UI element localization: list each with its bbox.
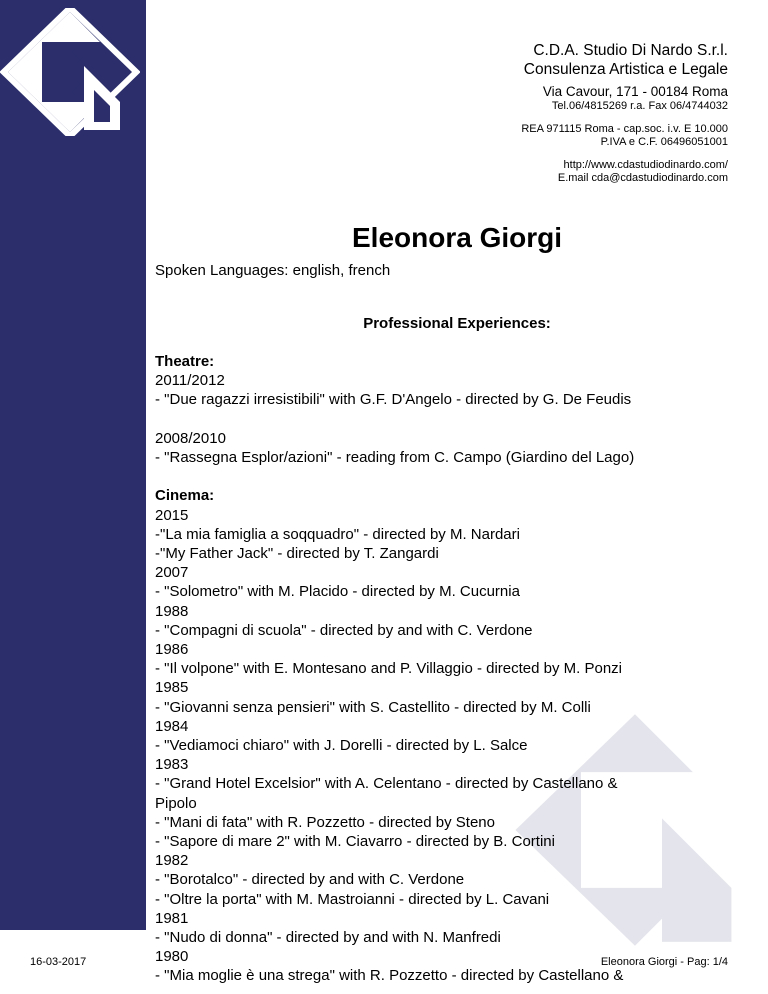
company-phone: Tel.06/4815269 r.a. Fax 06/4744032 xyxy=(551,100,728,112)
footer-page-number: Eleonora Giorgi - Pag: 1/4 xyxy=(600,956,728,968)
company-address: Via Cavour, 171 - 00184 Roma xyxy=(542,84,728,99)
cinema-line: 2015 xyxy=(155,506,189,524)
cinema-heading: Cinema: xyxy=(155,487,215,505)
theatre-line: - "Due ragazzi irresistibili" with G.F. D'Angelo - directed by G. De Feudis xyxy=(155,391,632,409)
company-name: C.D.A. Studio Di Nardo S.r.l. xyxy=(533,42,728,59)
company-website[interactable]: http://www.cdastudiodinardo.com/ xyxy=(563,159,728,171)
cinema-line: - "Nudo di donna" - directed by and with N. Manfredi xyxy=(155,929,501,947)
spoken-languages: Spoken Languages: english, french xyxy=(155,262,391,279)
cinema-line: 1981 xyxy=(155,909,189,927)
theatre-heading: Theatre: xyxy=(155,353,215,370)
theatre-line: - "Rassegna Esplor/azioni" - reading from C. Campo (Giardino del Lago) xyxy=(155,449,635,466)
cinema-line: -"My Father Jack" - directed by T. Zangardi xyxy=(155,545,439,562)
footer-date: 16-03-2017 xyxy=(30,956,87,968)
experience-content xyxy=(155,352,735,986)
cinema-line: - "Mani di fata" with R. Pozzetto - directed by Steno xyxy=(155,813,495,831)
company-header xyxy=(521,41,728,185)
cinema-list xyxy=(155,506,735,986)
company-subtitle: Consulenza Artistica e Legale xyxy=(523,61,728,78)
sidebar-band xyxy=(0,0,146,930)
cinema-line: 1983 xyxy=(155,756,189,774)
company-email[interactable]: E.mail cda@cdastudiodinardo.com xyxy=(557,172,728,184)
cinema-line: -"La mia famiglia a soqquadro" - directed by M. Nardari xyxy=(155,525,520,543)
company-rea: REA 971115 Roma - cap.soc. i.v. E 10.000 xyxy=(521,123,728,135)
theatre-list xyxy=(155,371,735,467)
theatre-line: 2011/2012 xyxy=(155,372,225,390)
theatre-line: 2008/2010 xyxy=(155,429,226,447)
cinema-line: - "Mia moglie è una strega" with R. Pozzetto - directed by Castellano & xyxy=(155,967,624,985)
section-title: Professional Experiences: xyxy=(363,315,551,332)
company-piva: P.IVA e C.F. 06496051001 xyxy=(600,136,728,148)
cinema-line: 2007 xyxy=(155,564,189,582)
cinema-line: 1980 xyxy=(155,948,189,966)
cinema-line: - "Compagni di scuola" - directed by and with C. Verdone xyxy=(155,621,533,639)
theatre-line xyxy=(155,410,735,429)
page-title: Eleonora Giorgi xyxy=(351,222,563,253)
cinema-line: 1984 xyxy=(155,717,189,735)
cinema-line: - "Solometro" with M. Placido - directed by M. Cucurnia xyxy=(155,583,520,601)
cinema-line: - "Il volpone" with E. Montesano and P. Villaggio - directed by M. Ponzi xyxy=(155,660,623,678)
cda-logo-icon xyxy=(0,8,140,136)
cinema-line: 1985 xyxy=(155,679,189,697)
cinema-line: 1982 xyxy=(155,852,189,870)
cinema-line: - "Borotalco" - directed by and with C. Verdone xyxy=(155,871,465,889)
cinema-line: - "Grand Hotel Excelsior" with A. Celentano - directed by Castellano & xyxy=(155,775,618,793)
cinema-line: - "Sapore di mare 2" with M. Ciavarro - directed by B. Cortini xyxy=(155,833,555,851)
cinema-line: Pipolo xyxy=(155,794,197,812)
cinema-line: 1986 xyxy=(155,641,189,659)
cinema-line: 1988 xyxy=(155,602,189,620)
cinema-line: - "Oltre la porta" with M. Mastroianni - directed by L. Cavani xyxy=(155,890,550,908)
cinema-line: - "Vediamoci chiaro" with J. Dorelli - directed by L. Salce xyxy=(155,737,528,755)
cinema-line: - "Giovanni senza pensieri" with S. Castellito - directed by M. Colli xyxy=(155,698,591,716)
